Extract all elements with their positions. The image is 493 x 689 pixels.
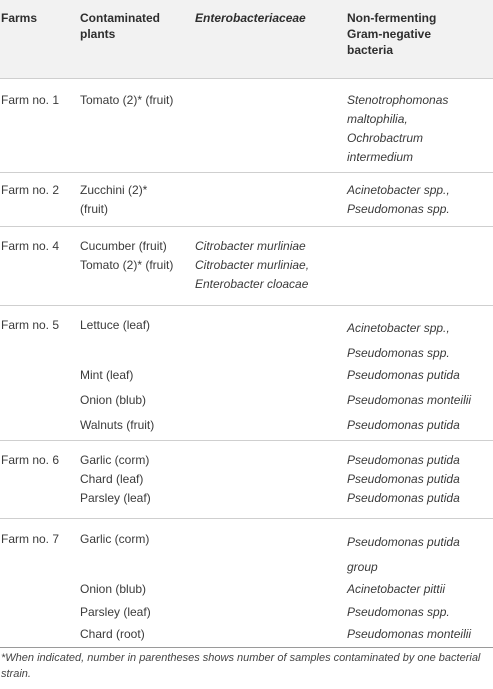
plant-cell: Garlic (corm) Chard (leaf) Parsley (leaf) xyxy=(80,453,151,505)
farm-cell: Farm no. 2 xyxy=(1,183,60,197)
nonferm-cell: Pseudomonas spp. xyxy=(347,605,450,619)
row-divider xyxy=(0,440,493,441)
nonferm-cell: Pseudomonas putida Pseudomonas putida Pseudomonas putida xyxy=(347,453,460,505)
farm-cell: Farm no. 5 xyxy=(1,318,60,332)
footnote: *When indicated, number in parentheses shows number of samples contaminated by one bacterial strain. xyxy=(1,652,481,680)
header-contaminated-plants: Contaminated plants xyxy=(80,11,161,41)
plant-cell: Cucumber (fruit) Tomato (2)* (fruit) xyxy=(80,239,174,272)
row-divider xyxy=(0,305,493,306)
farm-cell: Farm no. 6 xyxy=(1,453,60,467)
header-enterobacteriaceae: Enterobacteriaceae xyxy=(195,11,306,25)
header-farms: Farms xyxy=(1,11,38,25)
nonferm-cell: Acinetobacter spp., Pseudomonas spp. xyxy=(347,321,450,360)
plant-cell: Onion (blub) xyxy=(80,582,147,596)
row-divider xyxy=(0,226,493,227)
plant-cell: Walnuts (fruit) xyxy=(80,418,155,432)
table-header xyxy=(0,0,493,78)
plant-cell: Tomato (2)* (fruit) xyxy=(80,93,174,107)
row-divider xyxy=(0,172,493,173)
nonferm-cell: Pseudomonas putida xyxy=(347,418,460,432)
entero-cell: Citrobacter murliniae Citrobacter murliniae, Enterobacter cloacae xyxy=(195,239,310,291)
plant-cell: Mint (leaf) xyxy=(80,368,134,382)
farm-cell: Farm no. 4 xyxy=(1,239,60,253)
header-non-fermenting: Non-fermenting Gram-negative bacteria xyxy=(347,11,437,57)
plant-cell: Onion (blub) xyxy=(80,393,147,407)
table-bottom-rule xyxy=(0,647,493,648)
plant-cell: Zucchini (2)* (fruit) xyxy=(80,183,148,216)
plant-cell: Garlic (corm) xyxy=(80,532,150,546)
row-divider xyxy=(0,518,493,519)
farm-cell: Farm no. 1 xyxy=(1,93,60,107)
nonferm-cell: Pseudomonas monteilii xyxy=(347,393,472,407)
plant-cell: Chard (root) xyxy=(80,627,145,641)
nonferm-cell: Pseudomonas putida group xyxy=(347,535,460,574)
nonferm-cell: Acinetobacter spp., Pseudomonas spp. xyxy=(347,183,450,216)
farm-cell: Farm no. 7 xyxy=(1,532,60,546)
plant-cell: Lettuce (leaf) xyxy=(80,318,151,332)
nonferm-cell: Acinetobacter pittii xyxy=(347,582,446,596)
nonferm-cell: Pseudomonas putida xyxy=(347,368,460,382)
plant-cell: Parsley (leaf) xyxy=(80,605,151,619)
row-divider xyxy=(0,78,493,79)
nonferm-cell: Stenotrophomonas maltophilia, Ochrobactrum intermedium xyxy=(347,93,449,164)
nonferm-cell: Pseudomonas monteilii xyxy=(347,627,472,641)
